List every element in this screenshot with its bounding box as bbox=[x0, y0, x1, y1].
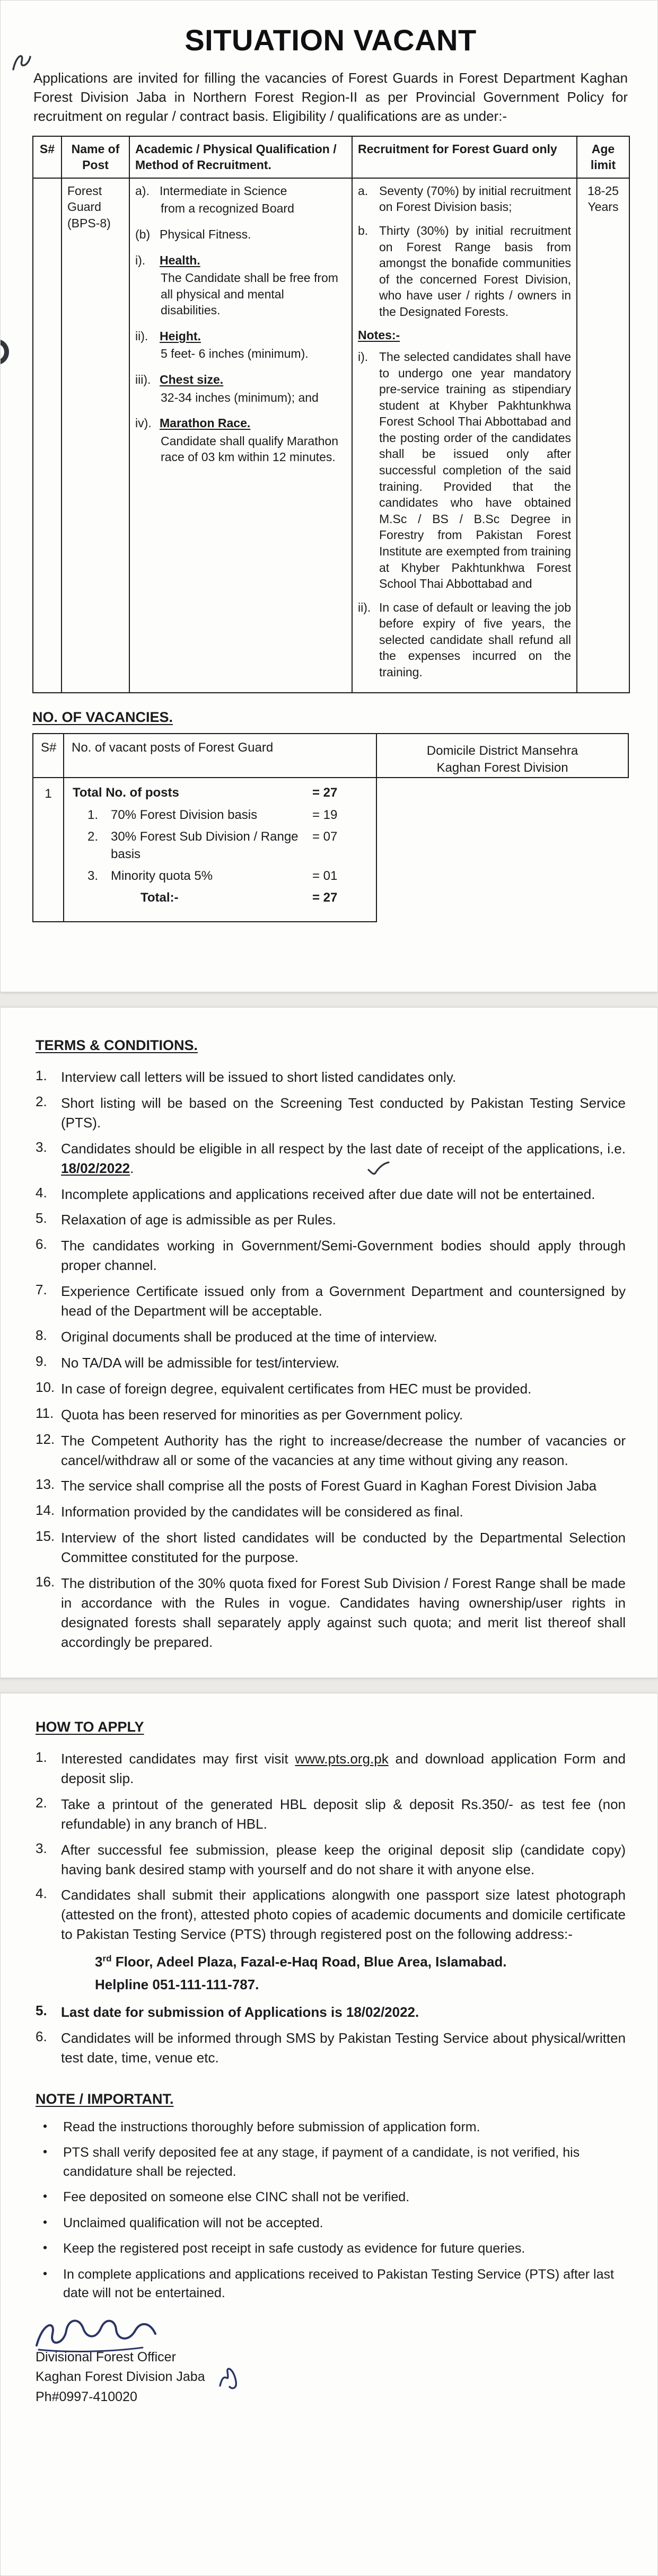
item-text: The distribution of the 30% quota fixed for Forest Sub Division / Forest Range shall be made in accordance with the Rules in vogue. Candidates having ownership/user rights in designated forests shall separately apply against such quota; and merit list thereof shall accordingly be prepared. bbox=[61, 1575, 626, 1650]
item-number: 12. bbox=[36, 1431, 55, 1447]
signature-block bbox=[36, 2348, 332, 2407]
total-posts-value: = 27 bbox=[312, 786, 338, 800]
item-text: Intermediate in Science bbox=[160, 183, 287, 198]
address-floor-suffix: rd bbox=[102, 1953, 112, 1964]
terms-item bbox=[36, 1574, 626, 1652]
item-text: Incomplete applications and applications received after due date will not be entertained. bbox=[61, 1186, 595, 1202]
item-lead: iii). bbox=[135, 372, 151, 386]
apply-panel bbox=[0, 1693, 658, 2576]
post-name-cell: Forest Guard (BPS-8) bbox=[62, 178, 129, 693]
domicile-cell bbox=[376, 734, 628, 778]
bullet-icon: • bbox=[43, 2240, 48, 2255]
handwritten-mark bbox=[0, 340, 11, 364]
item-number: 5. bbox=[36, 1210, 47, 1227]
intro-paragraph: Applications are invited for filling the vacancies of Forest Guards in Forest Department Kaghan Forest Division Jaba in Northern Forest Region-II as per Provincial Government Policy for recruitment on regular / contract basis. Eligibility / qualifications are as under:- bbox=[33, 70, 628, 124]
item-number: 3. bbox=[36, 1139, 47, 1155]
quota-number: 3. bbox=[87, 868, 99, 883]
eligibility-header-row bbox=[33, 136, 629, 178]
item-text: Short listing will be based on the Screening Test conducted by Pakistan Testing Service (PTS). bbox=[61, 1095, 626, 1131]
item-text: In case of foreign degree, equivalent certificates from HEC must be provided. bbox=[61, 1380, 532, 1397]
item-lead: i). bbox=[135, 253, 146, 267]
qualification-item bbox=[135, 252, 346, 319]
terms-item bbox=[36, 1185, 626, 1204]
total-posts-row bbox=[73, 784, 367, 801]
apply-heading: HOW TO APPLY bbox=[36, 1719, 144, 1735]
handwritten-mark bbox=[9, 48, 34, 78]
apply-item bbox=[36, 2028, 626, 2068]
quota-label: Minority quota 5% bbox=[111, 868, 213, 883]
col-header-qualification: Academic / Physical Qualification / Method of Recruitment. bbox=[129, 136, 352, 178]
item-number: 1. bbox=[36, 1749, 47, 1765]
item-number: 2. bbox=[36, 1794, 47, 1811]
address-floor: 3 bbox=[95, 1954, 103, 1970]
helpline: Helpline 051-111-111-787. bbox=[95, 1977, 259, 1993]
quota-row bbox=[73, 868, 367, 885]
quota-row bbox=[73, 828, 367, 863]
item-text-post: . bbox=[130, 1160, 134, 1176]
note-item bbox=[358, 349, 571, 592]
qualification-item bbox=[135, 183, 346, 217]
qualification-item bbox=[135, 226, 346, 243]
page-title: SITUATION VACANT bbox=[185, 23, 477, 57]
item-lead: ii). bbox=[135, 329, 148, 343]
item-text: In complete applications and applications received to Pakistan Testing Service (PTS) after last date will not be entertained. bbox=[63, 2266, 614, 2301]
quota-number: 1. bbox=[87, 807, 99, 822]
apply-item bbox=[36, 1795, 626, 1834]
bullet-icon: • bbox=[43, 2266, 48, 2280]
note-item bbox=[43, 2239, 626, 2259]
item-text: Unclaimed qualification will not be accepted. bbox=[63, 2215, 323, 2230]
terms-item bbox=[36, 1528, 626, 1567]
item-heading: Health. bbox=[160, 253, 200, 267]
qualification-item bbox=[135, 415, 346, 465]
item-text: Interview call letters will be issued to short listed candidates only. bbox=[61, 1069, 457, 1085]
qualification-cell bbox=[129, 178, 352, 693]
item-text bbox=[61, 1139, 626, 1178]
grand-total-value: = 27 bbox=[312, 890, 338, 905]
item-number: 2. bbox=[36, 1093, 47, 1109]
terms-item bbox=[36, 1068, 626, 1087]
item-text: Fee deposited on someone else CINC shall not be verified. bbox=[63, 2190, 410, 2205]
domicile-district: Domicile District Mansehra bbox=[426, 743, 578, 758]
item-text: Last date for submission of Applications is 18/02/2022. bbox=[61, 2004, 419, 2020]
advertisement-panel bbox=[0, 0, 658, 992]
item-text: No TA/DA will be admissible for test/interview. bbox=[61, 1354, 340, 1371]
terms-item bbox=[36, 1327, 626, 1347]
item-text-pre: Interested candidates may first visit bbox=[61, 1751, 295, 1767]
grand-total-row bbox=[73, 889, 367, 906]
apply-item bbox=[36, 1840, 626, 1880]
terms-item bbox=[36, 1282, 626, 1321]
item-text: Quota has been reserved for minorities as per Government policy. bbox=[61, 1406, 463, 1423]
item-number: 7. bbox=[36, 1282, 47, 1298]
item-lead: a). bbox=[135, 183, 150, 198]
address-line bbox=[95, 1951, 626, 1973]
item-number: 14. bbox=[36, 1502, 55, 1519]
quota-label: 70% Forest Division basis bbox=[111, 807, 258, 822]
signature-title: Divisional Forest Officer bbox=[36, 2349, 176, 2365]
signature-division: Kaghan Forest Division Jaba bbox=[36, 2369, 205, 2385]
item-lead: b. bbox=[358, 223, 369, 237]
item-text: Seventy (70%) by initial recruitment on Forest Division basis; bbox=[379, 183, 571, 214]
item-body: 5 feet- 6 inches (minimum). bbox=[161, 347, 309, 361]
recruitment-item bbox=[358, 183, 571, 215]
item-body: 32-34 inches (minimum); and bbox=[161, 390, 319, 404]
deadline-date: 18/02/2022 bbox=[61, 1160, 130, 1176]
vacancies-heading: NO. OF VACANCIES. bbox=[32, 709, 173, 725]
item-text bbox=[61, 1749, 626, 1788]
item-number: 5. bbox=[36, 2002, 47, 2018]
quota-value: = 07 bbox=[312, 830, 338, 844]
item-number: 3. bbox=[36, 1840, 47, 1856]
bullet-icon: • bbox=[43, 2215, 48, 2229]
terms-item bbox=[36, 1405, 626, 1425]
item-text: Keep the registered post receipt in safe custody as evidence for future queries. bbox=[63, 2241, 525, 2256]
item-text: The Competent Authority has the right to increase/decrease the number of vacancies or cancel/withdraw all or some of the vacancies at any time without giving any reason. bbox=[61, 1432, 626, 1468]
terms-item bbox=[36, 1431, 626, 1470]
apply-item bbox=[36, 1885, 626, 1944]
qualification-item bbox=[135, 372, 346, 405]
vacancies-header-row bbox=[33, 734, 628, 778]
pts-address-block bbox=[95, 1951, 626, 1996]
serial-cell: 1 bbox=[33, 778, 64, 921]
item-body: from a recognized Board bbox=[161, 201, 294, 216]
terms-item bbox=[36, 1353, 626, 1373]
grand-total-label: Total:- bbox=[141, 890, 179, 905]
terms-item bbox=[36, 1210, 626, 1230]
signature-phone: Ph#0997-410020 bbox=[36, 2389, 137, 2404]
note-item bbox=[358, 599, 571, 681]
item-lead: a. bbox=[358, 183, 369, 198]
note-item bbox=[43, 2265, 626, 2303]
eligibility-data-row bbox=[33, 178, 629, 693]
item-number: 16. bbox=[36, 1574, 55, 1590]
item-text: Read the instructions thoroughly before submission of application form. bbox=[63, 2119, 480, 2134]
terms-item bbox=[36, 1476, 626, 1496]
item-text: Candidates shall submit their applications alongwith one passport size latest photograph (attested on the front), attested photo copies of academic documents and domicile certificate to Pakistan Testing Service (PTS) through registered post on the following address:- bbox=[61, 1887, 626, 1943]
qualification-item bbox=[135, 328, 346, 362]
terms-panel bbox=[0, 1007, 658, 1678]
terms-list bbox=[36, 1068, 626, 1652]
item-number: 4. bbox=[36, 1885, 47, 1902]
item-text: Candidates will be informed through SMS by Pakistan Testing Service about physical/written test date, time, venue etc. bbox=[61, 2030, 626, 2066]
terms-item bbox=[36, 1139, 626, 1178]
item-number: 13. bbox=[36, 1476, 55, 1493]
item-heading: Chest size. bbox=[160, 372, 224, 386]
item-lead: ii). bbox=[358, 600, 371, 614]
col-header-serial: S# bbox=[33, 136, 62, 178]
item-number: 15. bbox=[36, 1528, 55, 1545]
item-number: 6. bbox=[36, 1236, 47, 1252]
quota-label: 30% Forest Sub Division / Range basis bbox=[111, 830, 299, 861]
note-item bbox=[43, 2143, 626, 2181]
vacancies-data-row bbox=[33, 778, 628, 921]
age-limit-cell: 18-25 Years bbox=[577, 178, 629, 693]
terms-item bbox=[36, 1502, 626, 1522]
apply-item bbox=[36, 2002, 626, 2022]
item-text-pre: Candidates should be eligible in all respect by the last date of receipt of the applications, i.e. bbox=[61, 1140, 626, 1157]
item-text: Relaxation of age is admissible as per Rules. bbox=[61, 1212, 336, 1228]
item-text: PTS shall verify deposited fee at any stage, if payment of a candidate, is not verified, his candidature shall be rejected. bbox=[63, 2145, 580, 2179]
item-text: The candidates working in Government/Semi-Government bodies should apply through proper channel. bbox=[61, 1238, 626, 1274]
col-header-serial: S# bbox=[33, 734, 64, 778]
quota-value: = 19 bbox=[312, 807, 338, 822]
bullet-icon: • bbox=[43, 2189, 48, 2203]
domicile-division: Kaghan Forest Division bbox=[436, 760, 568, 775]
terms-item bbox=[36, 1379, 626, 1399]
item-text: Information provided by the candidates will be considered as final. bbox=[61, 1504, 463, 1520]
notes-label: Notes:- bbox=[358, 328, 400, 342]
item-text: Experience Certificate issued only from a Government Department and countersigned by head of the Department will be acceptable. bbox=[61, 1283, 626, 1319]
address-rest: Floor, Adeel Plaza, Fazal-e-Haq Road, Blue Area, Islamabad. bbox=[111, 1954, 507, 1970]
note-list bbox=[36, 2118, 626, 2303]
item-lead: i). bbox=[358, 349, 369, 364]
item-text: Take a printout of the generated HBL deposit slip & deposit Rs.350/- as test fee (non refundable) in any branch of HBL. bbox=[61, 1796, 626, 1832]
terms-item bbox=[36, 1093, 626, 1133]
item-number: 6. bbox=[36, 2028, 47, 2044]
item-lead: iv). bbox=[135, 416, 152, 430]
posts-breakdown-cell bbox=[64, 778, 376, 921]
item-number: 8. bbox=[36, 1327, 47, 1343]
note-item bbox=[43, 2188, 626, 2207]
recruitment-cell bbox=[352, 178, 577, 693]
item-heading: Height. bbox=[160, 329, 201, 343]
item-body: Candidate shall qualify Marathon race of 03 km within 12 minutes. bbox=[161, 434, 338, 464]
item-text: After successful fee submission, please keep the original deposit slip (candidate copy) having bank desired stamp with yourself and do not share it with anyone else. bbox=[61, 1841, 626, 1877]
item-number: 9. bbox=[36, 1353, 47, 1369]
item-heading: Marathon Race. bbox=[160, 416, 251, 430]
pts-website-link: www.pts.org.pk bbox=[295, 1751, 389, 1767]
col-header-post: Name of Post bbox=[62, 136, 129, 178]
item-text: The selected candidates shall have to undergo one year mandatory pre-service training as stipendiary student at Khyber Pakhtunkhwa Forest School Thai Abbottabad and the posting order of the candidates shall be issued only after successful completion of the said training. Provided that the candidates who have obtained M.Sc / BS / B.Sc Degree in Forestry from Pakistan Forest Institute are exempted from training at Khyber Pakhtunkhwa Forest School Thai Abbottabad and bbox=[379, 349, 571, 591]
item-text: Thirty (30%) by initial recruitment on Forest Range basis from amongst the bonafide communities of the concerned Forest Division, who have user / rights / owners in the Designated Forests. bbox=[379, 223, 571, 319]
apply-list bbox=[36, 1749, 626, 2068]
col-header-recruitment: Recruitment for Forest Guard only bbox=[352, 136, 577, 178]
item-text: Physical Fitness. bbox=[160, 227, 251, 241]
quota-row bbox=[73, 807, 367, 824]
item-number: 11. bbox=[36, 1405, 54, 1421]
item-text-post: and download application Form and deposit slip. bbox=[61, 1751, 626, 1786]
apply-item bbox=[36, 1749, 626, 1788]
item-text: In case of default or leaving the job before expiry of five years, the selected candidate shall refund all the expenses incurred on the training. bbox=[379, 600, 571, 679]
note-item bbox=[43, 2118, 626, 2137]
item-text: The service shall comprise all the posts of Forest Guard in Kaghan Forest Division Jaba bbox=[61, 1478, 597, 1494]
item-number: 1. bbox=[36, 1068, 47, 1083]
vacancies-table bbox=[32, 733, 629, 922]
col-header-posts: No. of vacant posts of Forest Guard bbox=[64, 734, 376, 778]
quota-number: 2. bbox=[87, 830, 99, 844]
terms-heading: TERMS & CONDITIONS. bbox=[36, 1037, 198, 1053]
item-text: Original documents shall be produced at the time of interview. bbox=[61, 1328, 437, 1345]
quota-value: = 01 bbox=[312, 868, 338, 883]
terms-item bbox=[36, 1236, 626, 1275]
item-body: The Candidate shall be free from all physical and mental disabilities. bbox=[161, 271, 338, 317]
bullet-icon: • bbox=[43, 2119, 48, 2133]
note-heading: NOTE / IMPORTANT. bbox=[36, 2090, 174, 2107]
recruitment-item bbox=[358, 223, 571, 320]
item-text: Interview of the short listed candidates will be conducted by the Departmental Selection Committee constituted for the purpose. bbox=[61, 1530, 626, 1566]
item-lead: (b) bbox=[135, 227, 151, 241]
serial-cell bbox=[33, 178, 62, 693]
note-item bbox=[43, 2214, 626, 2233]
total-posts-label: Total No. of posts bbox=[73, 786, 179, 800]
item-number: 4. bbox=[36, 1184, 47, 1201]
bullet-icon: • bbox=[43, 2145, 48, 2159]
col-header-age: Age limit bbox=[577, 136, 629, 178]
item-number: 10. bbox=[36, 1379, 55, 1395]
eligibility-table bbox=[32, 136, 630, 693]
